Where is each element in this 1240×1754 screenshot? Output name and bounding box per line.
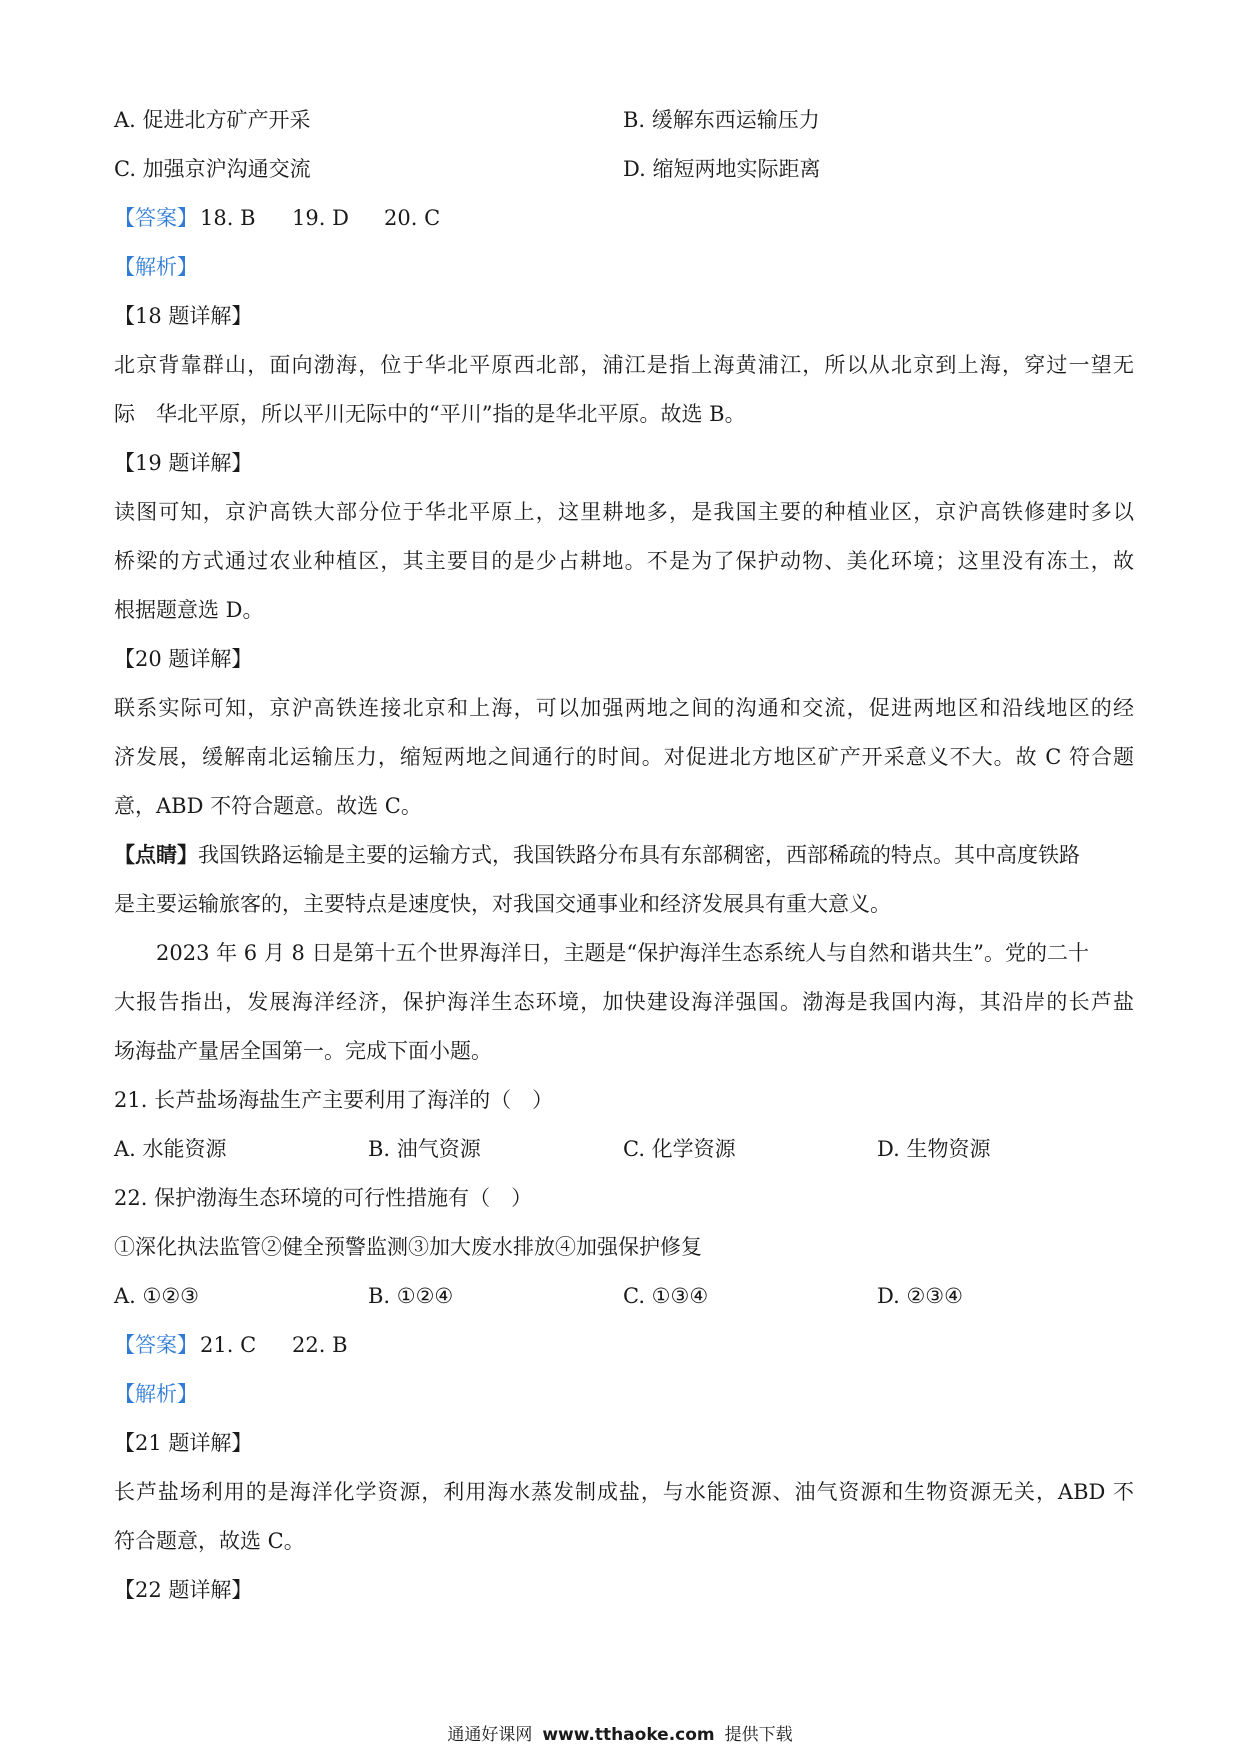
dianjing-line2: 是主要运输旅客的，主要特点是速度快，对我国交通事业和经济发展具有重大意义。: [114, 892, 891, 916]
q22-detail-heading: 【22 题详解】: [114, 1578, 253, 1602]
q21-option-c: C. 化学资源: [623, 1137, 736, 1161]
dianjing-text: 我国铁路运输是主要的运输方式，我国铁路分布具有东部稠密，西部稀疏的特点。其中高度铁路: [198, 843, 1080, 867]
answer-item: 19. D: [292, 206, 349, 230]
q22-measures: ①深化执法监管②健全预警监测③加大废水排放④加强保护修复: [114, 1235, 702, 1259]
q17-option-a: A. 促进北方矿产开采: [114, 108, 311, 132]
q20-text-line3: 意，ABD 不符合题意。故选 C。: [114, 794, 422, 818]
passage-line3: 场海盐产量居全国第一。完成下面小题。: [114, 1039, 492, 1063]
dianjing-tag: 【点睛】: [114, 842, 198, 867]
q19-heading: 【19 题详解】: [114, 451, 253, 475]
q17-option-c: C. 加强京沪沟通交流: [114, 157, 311, 181]
analysis-tag: 【解析】: [114, 255, 198, 279]
q19-text-line1: 读图可知，京沪高铁大部分位于华北平原上，这里耕地多，是我国主要的种植业区，京沪高铁修建时多以: [114, 500, 1134, 524]
q21-detail-line1: 长芦盐场利用的是海洋化学资源，利用海水蒸发制成盐，与水能资源、油气资源和生物资源无关，ABD 不: [114, 1480, 1134, 1504]
passage-line1: 2023 年 6 月 8 日是第十五个世界海洋日，主题是“保护海洋生态系统人与自然和谐共生”。党的二十: [156, 941, 1090, 965]
answer-tag: 【答案】: [114, 1333, 198, 1357]
answer-tag: 【答案】: [114, 206, 198, 230]
q17-option-b: B. 缓解东西运输压力: [623, 108, 820, 132]
q21-option-d: D. 生物资源: [877, 1137, 991, 1161]
q19-text-line2: 桥梁的方式通过农业种植区，其主要目的是少占耕地。不是为了保护动物、美化环境；这里没有冻土，故: [114, 549, 1134, 573]
answer-item: 18. B: [200, 206, 256, 230]
page-footer: [0, 1724, 1240, 1746]
dianjing-line1: [114, 841, 1134, 869]
q18-text-line2: 际 华北平原，所以平川无际中的“平川”指的是华北平原。故选 B。: [114, 402, 746, 426]
q20-text-line1: 联系实际可知，京沪高铁连接北京和上海，可以加强两地之间的沟通和交流，促进两地区和沿线地区的经: [114, 696, 1134, 720]
q22-option-b: B. ①②④: [368, 1284, 454, 1308]
q22-option-c: C. ①③④: [623, 1284, 709, 1308]
footer-site: 通通好课网: [447, 1725, 533, 1745]
q18-text-line1: 北京背靠群山，面向渤海，位于华北平原西北部，浦江是指上海黄浦江，所以从北京到上海，穿过一望无: [114, 353, 1134, 377]
q18-heading: 【18 题详解】: [114, 304, 253, 328]
answer-item: 22. B: [292, 1333, 348, 1357]
answer-item: 21. C: [200, 1333, 257, 1357]
answer-item: 20. C: [384, 206, 441, 230]
footer-suffix: 提供下载: [724, 1725, 793, 1745]
q22-option-a: A. ①②③: [114, 1284, 199, 1308]
q21-option-a: A. 水能资源: [114, 1137, 227, 1161]
q19-text-line3: 根据题意选 D。: [114, 598, 264, 622]
analysis-tag: 【解析】: [114, 1382, 198, 1406]
q21-detail-line2: 符合题意，故选 C。: [114, 1529, 305, 1553]
q17-option-d: D. 缩短两地实际距离: [623, 157, 821, 181]
q21-detail-heading: 【21 题详解】: [114, 1431, 253, 1455]
q20-text-line2: 济发展，缓解南北运输压力，缩短两地之间通行的时间。对促进北方地区矿产开采意义不大。故 C 符合题: [114, 745, 1134, 769]
q20-heading: 【20 题详解】: [114, 647, 253, 671]
q21-option-b: B. 油气资源: [368, 1137, 481, 1161]
q22-option-d: D. ②③④: [877, 1284, 963, 1308]
footer-url[interactable]: www.tthaoke.com: [542, 1725, 715, 1745]
passage-line2: 大报告指出，发展海洋经济，保护海洋生态环境，加快建设海洋强国。渤海是我国内海，其沿岸的长芦盐: [114, 990, 1134, 1014]
q22-stem: 22. 保护渤海生态环境的可行性措施有（ ）: [114, 1186, 533, 1210]
q21-stem: 21. 长芦盐场海盐生产主要利用了海洋的（ ）: [114, 1088, 554, 1112]
